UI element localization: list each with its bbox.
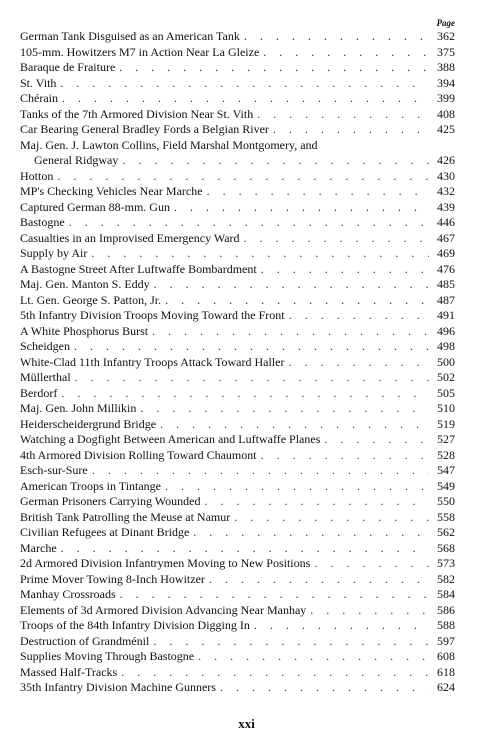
entry-title: Bastogne bbox=[20, 215, 65, 229]
dot-leader bbox=[310, 603, 429, 619]
entry-title: Manhay Crossroads bbox=[20, 587, 116, 601]
entry-page-number: 558 bbox=[437, 509, 455, 524]
list-item bbox=[20, 138, 455, 169]
entry-page-number: 528 bbox=[437, 447, 455, 462]
entry-title: German Tank Disguised as an American Tank bbox=[20, 29, 240, 43]
entry-title: Car Bearing General Bradley Fords a Belgian River bbox=[20, 122, 269, 136]
entry-title: Heiderscheidergrund Bridge bbox=[20, 416, 157, 431]
entry-page-number: 446 bbox=[437, 215, 455, 229]
entry-page-number: 439 bbox=[437, 199, 455, 214]
entry-page-number: 469 bbox=[437, 246, 455, 260]
entry-title: MP's Checking Vehicles Near Marche bbox=[20, 184, 203, 198]
dot-leader bbox=[263, 45, 429, 61]
dot-leader bbox=[165, 479, 429, 495]
entry-title: Troops of the 84th Infantry Division Digging In bbox=[20, 618, 250, 632]
list-item bbox=[20, 293, 455, 309]
list-item bbox=[20, 603, 455, 619]
entry-title: Lt. Gen. George S. Patton, Jr. bbox=[20, 292, 162, 307]
list-item bbox=[20, 370, 455, 386]
dot-leader bbox=[204, 494, 429, 510]
list-item bbox=[20, 680, 455, 696]
dot-leader bbox=[288, 355, 429, 371]
entry-title: Civilian Refugees at Dinant Bridge bbox=[20, 525, 190, 539]
dot-leader bbox=[174, 200, 429, 216]
entry-title: American Troops in Tintange bbox=[20, 478, 162, 493]
dot-leader bbox=[220, 680, 429, 696]
dot-leader bbox=[244, 231, 429, 247]
entry-page-number: 547 bbox=[437, 463, 455, 477]
dot-leader bbox=[154, 277, 429, 293]
entry-title: 35th Infantry Division Machine Gunners bbox=[20, 680, 216, 694]
dot-leader bbox=[314, 556, 429, 572]
entry-page-number: 362 bbox=[437, 29, 455, 43]
dot-leader bbox=[254, 618, 429, 634]
illustrations-list bbox=[20, 29, 455, 696]
entry-title: Baraque de Fraiture bbox=[20, 60, 116, 74]
entry-page-number: 550 bbox=[437, 494, 455, 508]
entry-page-number: 394 bbox=[437, 75, 455, 90]
entry-page-number: 432 bbox=[437, 184, 455, 198]
entry-page-number: 608 bbox=[437, 649, 455, 663]
list-item bbox=[20, 29, 455, 45]
list-item bbox=[20, 417, 455, 433]
list-item bbox=[20, 45, 455, 61]
dot-leader bbox=[60, 76, 429, 92]
list-item bbox=[20, 448, 455, 464]
entry-page-number: 467 bbox=[437, 230, 455, 245]
entry-title: Prime Mover Towing 8-Inch Howitzer bbox=[20, 571, 205, 586]
dot-leader bbox=[289, 308, 429, 324]
entry-page-number: 584 bbox=[437, 587, 455, 601]
entry-title: 2d Armored Division Infantrymen Moving to New Positions bbox=[20, 556, 311, 570]
dot-leader bbox=[160, 417, 429, 433]
entry-title: Captured German 88-mm. Gun bbox=[20, 199, 170, 214]
list-item bbox=[20, 479, 455, 495]
list-item bbox=[20, 432, 455, 448]
entry-title: Maj. Gen. J. Lawton Collins, Field Marshal Montgomery, and bbox=[20, 137, 318, 152]
entry-title: Berdorf bbox=[20, 385, 58, 400]
entry-page-number: 549 bbox=[437, 478, 455, 493]
entry-title: Hotton bbox=[20, 168, 54, 183]
list-item bbox=[20, 339, 455, 355]
entry-page-number: 573 bbox=[437, 556, 455, 570]
entry-page-number: 485 bbox=[437, 277, 455, 291]
entry-title: Watching a Dogfight Between American and Luftwaffe Planes bbox=[20, 432, 321, 446]
entry-page-number: 408 bbox=[437, 106, 455, 121]
entry-title: Elements of 3d Armored Division Advancing Near Manhay bbox=[20, 602, 307, 617]
entry-title: Casualties in an Improvised Emergency Ward bbox=[20, 230, 240, 245]
dot-leader bbox=[257, 107, 429, 123]
list-item bbox=[20, 665, 455, 681]
dot-leader bbox=[69, 215, 429, 231]
list-item bbox=[20, 200, 455, 216]
entry-page-number: 527 bbox=[437, 432, 455, 446]
entry-title: Supplies Moving Through Bastogne bbox=[20, 649, 195, 663]
entry-title: St. Vith bbox=[20, 75, 57, 90]
entry-page-number: 388 bbox=[437, 60, 455, 74]
dot-leader bbox=[324, 432, 429, 448]
entry-title: Massed Half-Tracks bbox=[20, 664, 118, 679]
entry-title: 4th Armored Division Rolling Toward Chaumont bbox=[20, 447, 257, 462]
list-item bbox=[20, 324, 455, 340]
list-item bbox=[20, 231, 455, 247]
entry-title: A White Phosphorus Burst bbox=[20, 323, 149, 338]
dot-leader bbox=[140, 401, 429, 417]
dot-leader bbox=[62, 91, 429, 107]
list-item bbox=[20, 246, 455, 262]
dot-leader bbox=[120, 587, 429, 603]
dot-leader bbox=[61, 386, 429, 402]
list-item bbox=[20, 556, 455, 572]
list-item bbox=[20, 184, 455, 200]
dot-leader bbox=[121, 665, 429, 681]
list-item bbox=[20, 386, 455, 402]
list-item bbox=[20, 355, 455, 371]
entry-page-number: 510 bbox=[437, 401, 455, 415]
entry-title-continued: General Ridgway bbox=[34, 153, 119, 167]
entry-title: German Prisoners Carrying Wounded bbox=[20, 494, 201, 508]
entry-title: Chérain bbox=[20, 91, 58, 105]
list-item bbox=[20, 91, 455, 107]
dot-leader bbox=[74, 339, 429, 355]
entry-page-number: 586 bbox=[437, 602, 455, 617]
list-item bbox=[20, 215, 455, 231]
entry-page-number: 426 bbox=[437, 153, 455, 167]
list-item bbox=[20, 262, 455, 278]
dot-leader bbox=[119, 60, 429, 76]
entry-title: 5th Infantry Division Troops Moving Toward the Front bbox=[20, 308, 285, 322]
entry-title: Tanks of the 7th Armored Division Near St. Vith bbox=[20, 106, 254, 121]
entry-page-number: 502 bbox=[437, 370, 455, 384]
entry-page-number: 618 bbox=[437, 664, 455, 679]
list-item bbox=[20, 587, 455, 603]
dot-leader bbox=[57, 169, 429, 185]
entry-page-number: 582 bbox=[437, 571, 455, 586]
dot-leader bbox=[234, 510, 429, 526]
entry-page-number: 430 bbox=[437, 168, 455, 183]
entry-page-number: 597 bbox=[437, 633, 455, 648]
entry-title: Supply by Air bbox=[20, 246, 88, 260]
entry-title: Maj. Gen. John Millikin bbox=[20, 401, 137, 415]
entry-page-number: 491 bbox=[437, 308, 455, 322]
list-item bbox=[20, 463, 455, 479]
entry-page-number: 498 bbox=[437, 339, 455, 353]
list-item bbox=[20, 634, 455, 650]
list-item bbox=[20, 169, 455, 185]
entry-title: Marche bbox=[20, 540, 57, 555]
entry-page-number: 562 bbox=[437, 525, 455, 539]
entry-page-number: 375 bbox=[437, 44, 455, 59]
list-item bbox=[20, 308, 455, 324]
entry-page-number: 487 bbox=[437, 292, 455, 307]
list-item bbox=[20, 76, 455, 92]
list-item bbox=[20, 618, 455, 634]
list-item bbox=[20, 572, 455, 588]
entry-page-number: 399 bbox=[437, 91, 455, 105]
page-number-footer: xxi bbox=[238, 716, 255, 731]
entry-title: Maj. Gen. Manton S. Eddy bbox=[20, 277, 150, 291]
list-item bbox=[20, 122, 455, 138]
entry-title: White-Clad 11th Infantry Troops Attack Toward Haller bbox=[20, 354, 285, 369]
dot-leader bbox=[244, 29, 429, 45]
page-column-label: Page bbox=[436, 18, 455, 28]
list-item bbox=[20, 401, 455, 417]
list-item bbox=[20, 60, 455, 76]
entry-page-number: 425 bbox=[437, 122, 455, 136]
list-item bbox=[20, 510, 455, 526]
entry-page-number: 519 bbox=[437, 416, 455, 431]
dot-leader bbox=[261, 448, 429, 464]
dot-leader bbox=[165, 293, 429, 309]
dot-leader bbox=[198, 649, 429, 665]
entry-page-number: 568 bbox=[437, 540, 455, 555]
dot-leader bbox=[122, 153, 429, 169]
list-item bbox=[20, 525, 455, 541]
entry-page-number: 496 bbox=[437, 323, 455, 338]
list-item bbox=[20, 494, 455, 510]
entry-title: British Tank Patrolling the Meuse at Namur bbox=[20, 509, 231, 524]
list-item bbox=[20, 649, 455, 665]
entry-page-number: 588 bbox=[437, 618, 455, 632]
list-item bbox=[20, 107, 455, 123]
entry-title: Scheidgen bbox=[20, 339, 70, 353]
dot-leader bbox=[209, 572, 429, 588]
entry-page-number: 476 bbox=[437, 261, 455, 276]
entry-title: 105-mm. Howitzers M7 in Action Near La Gleize bbox=[20, 44, 260, 59]
list-item bbox=[20, 541, 455, 557]
entry-page-number: 500 bbox=[437, 354, 455, 369]
dot-leader bbox=[207, 184, 429, 200]
list-item bbox=[20, 277, 455, 293]
entry-title: A Bastogne Street After Luftwaffe Bombardment bbox=[20, 261, 257, 276]
dot-leader bbox=[61, 541, 429, 557]
dot-leader bbox=[261, 262, 429, 278]
entry-title: Esch-sur-Sure bbox=[20, 463, 88, 477]
dot-leader bbox=[91, 246, 429, 262]
dot-leader bbox=[273, 122, 429, 138]
dot-leader bbox=[152, 324, 429, 340]
entry-page-number: 505 bbox=[437, 385, 455, 400]
dot-leader bbox=[75, 370, 429, 386]
dot-leader bbox=[92, 463, 429, 479]
entry-title: Destruction of Grandménil bbox=[20, 633, 150, 648]
dot-leader bbox=[153, 634, 429, 650]
dot-leader bbox=[193, 525, 429, 541]
entry-page-number: 624 bbox=[437, 680, 455, 694]
entry-title: Müllerthal bbox=[20, 370, 71, 384]
